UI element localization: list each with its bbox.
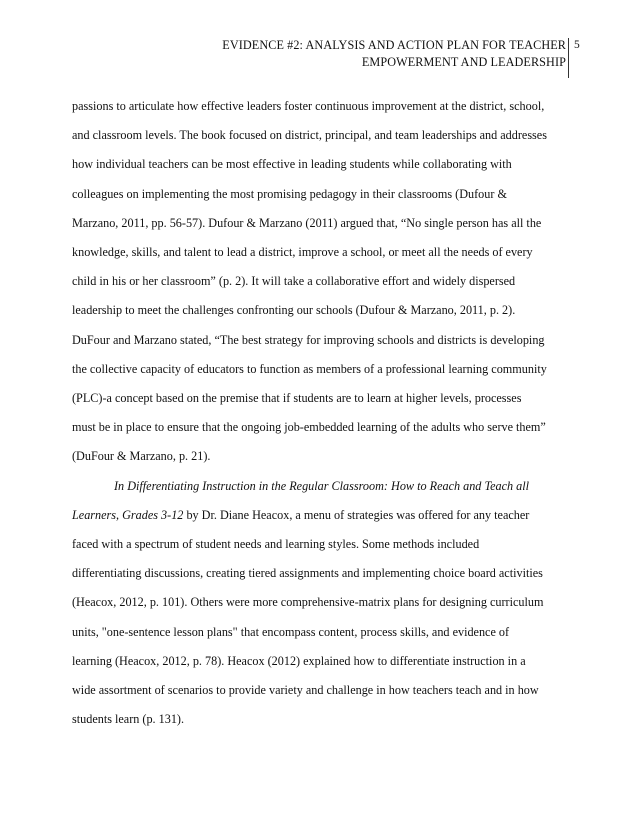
paragraph-line: colleagues on implementing the most promising pedagogy in their classrooms (Dufour & [72,186,507,201]
paragraph-2 [72,472,570,735]
paragraph-line: child in his or her classroom” (p. 2). It will take a collaborative effort and widely dispersed [72,274,516,289]
paragraph-line: DuFour and Marzano stated, “The best strategy for improving schools and districts is developing [72,332,545,347]
paragraph-1 [72,92,570,472]
paragraph-line: faced with a spectrum of student needs and learning styles. Some methods included [72,537,480,552]
paragraph-line: Marzano, 2011, pp. 56-57). Dufour & Marzano (2011) argued that, “No single person has all the [72,215,542,230]
paragraph-line: (PLC)-a concept based on the premise that if students are to learn at higher levels, processes [72,391,522,406]
header-divider [568,38,569,78]
paragraph-line: knowledge, skills, and talent to lead a district, improve a school, or meet all the needs of every [72,245,533,260]
book-title-line-2: Learners, Grades 3-12 [72,507,184,522]
paragraph-line: leadership to meet the challenges confronting our schools (Dufour & Marzano, 2011, p. 2). [72,303,516,318]
header-title-line-1: EVIDENCE #2: ANALYSIS AND ACTION PLAN FOR TEACHER [222,38,566,52]
paragraph-line: and classroom levels. The book focused on district, principal, and team leaderships and addresses [72,128,547,143]
paragraph-line: the collective capacity of educators to function as members of a professional learning community [72,361,547,376]
paragraph-line-rest: by Dr. Diane Heacox, a menu of strategies was offered for any teacher [183,507,530,522]
paragraph-line: passions to articulate how effective leaders foster continuous improvement at the district, school, [72,99,545,113]
paragraph-line [72,501,570,530]
paragraph-line: (Heacox, 2012, p. 101). Others were more comprehensive-matrix plans for designing curriculum [72,595,544,610]
paragraph-line: how individual teachers can be most effective in leading students while collaborating with [72,157,512,172]
paragraph-line: units, "one-sentence lesson plans" that encompass content, process skills, and evidence of [72,624,510,639]
paragraph-line: (DuFour & Marzano, p. 21). [72,449,211,464]
running-header [146,37,566,71]
paragraph-line: students learn (p. 131). [72,712,185,727]
book-title-line-1: In Differentiating Instruction in the Regular Classroom: How to Reach and Teach all [114,478,530,493]
page-number: 5 [574,39,580,51]
paragraph-line: wide assortment of scenarios to provide variety and challenge in how teachers teach and in how [72,683,539,698]
paragraph-line: learning (Heacox, 2012, p. 78). Heacox (2012) explained how to differentiate instruction in a [72,653,526,668]
paragraph-line: differentiating discussions, creating tiered assignments and implementing choice board activities [72,566,543,581]
paragraph-line: must be in place to ensure that the ongoing job-embedded learning of the adults who serve them” [72,420,546,435]
header-title-line-2: EMPOWERMENT AND LEADERSHIP [361,55,566,69]
body-text [72,92,570,734]
